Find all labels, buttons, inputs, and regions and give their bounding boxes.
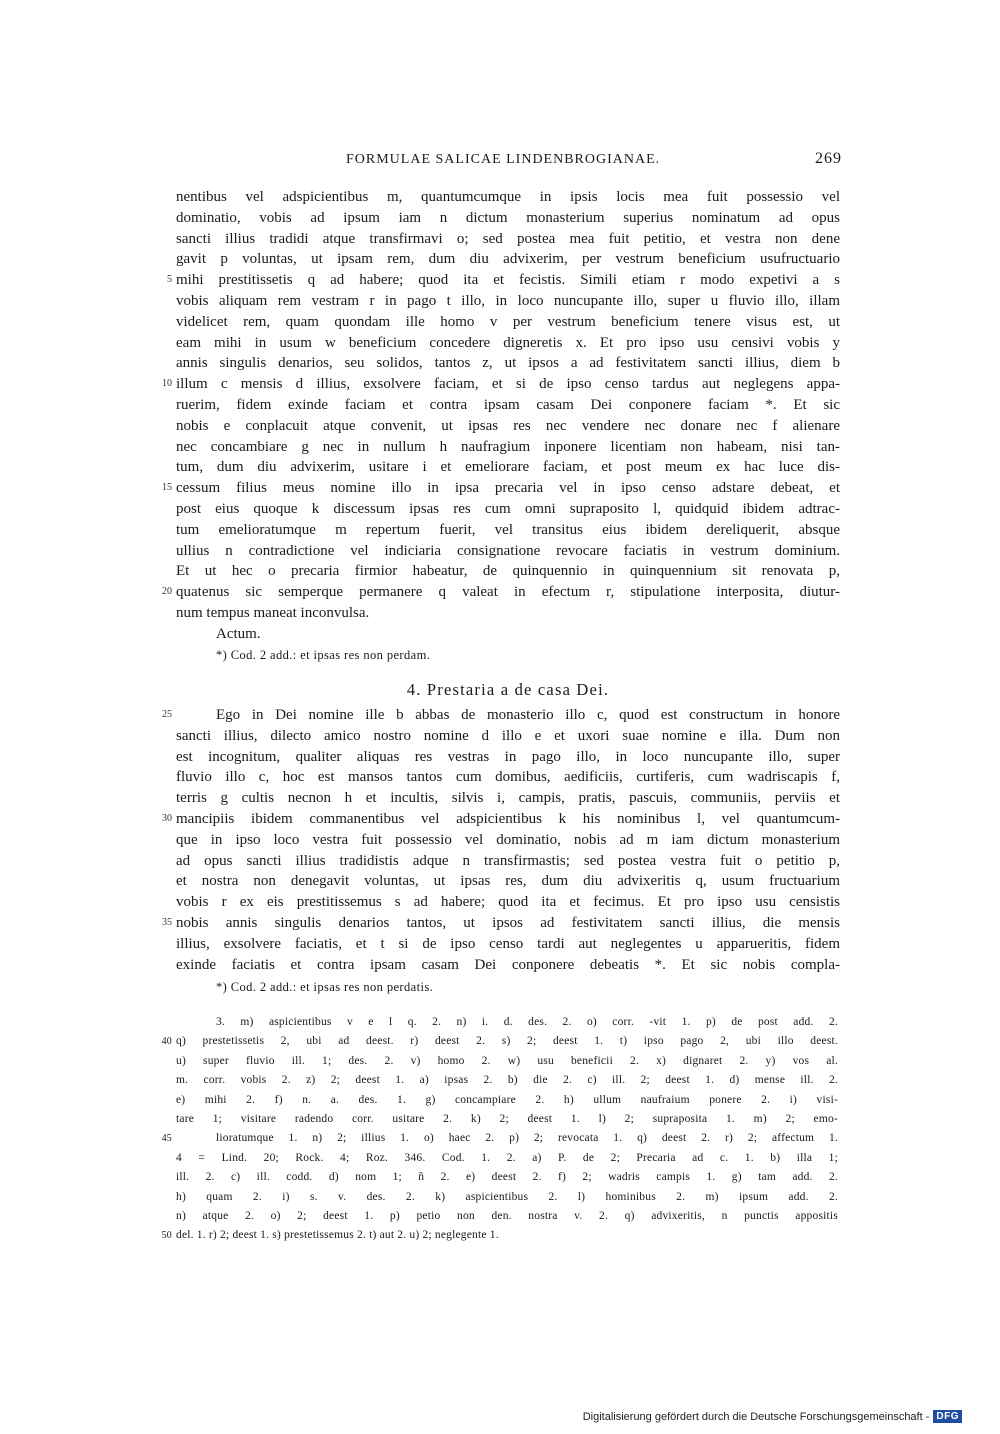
running-header (176, 150, 842, 174)
text-line (176, 871, 840, 892)
apparatus-line (176, 1091, 838, 1110)
line-number: 5 (167, 274, 172, 286)
text-line (167, 270, 840, 291)
line-text: tare 1; visitare radendo corr. usitare 2. k) 2; deest 1. l) 2; supraposita 1. m) 2; emo- (176, 1112, 838, 1125)
text-line (176, 520, 840, 541)
line-text: n) atque 2. o) 2; deest 1. p) petio non den. nostra v. 2. q) advixeritis, n punctis appositis (176, 1209, 838, 1222)
text-line (176, 187, 840, 208)
line-text: est incognitum, qualiter aliquas res vestras in pago illo, in loco nuncupante illo, super (176, 748, 840, 765)
line-text: mancipiis ibidem commanentibus vel adspicientibus k his nominibus l, vel quantumcum- (176, 810, 840, 827)
text-line (176, 624, 840, 645)
apparatus-line (161, 1129, 838, 1148)
text-line (162, 478, 840, 499)
apparatus-line (176, 1052, 838, 1071)
line-text: nobis annis singulis denarios tantos, ut ipsos ad festivitatem sancti illius, die mensis (176, 914, 840, 931)
text-line (176, 955, 840, 976)
line-number: 15 (162, 482, 172, 494)
text-line (176, 851, 840, 872)
line-text: ullius n contradictione vel indiciaria consignatione revocare faciatis in vestrum dominium. (176, 542, 840, 559)
line-text: del. 1. r) 2; deest 1. s) prestetissemus 2. t) aut 2. u) 2; neglegente 1. (176, 1229, 499, 1242)
text-line (176, 437, 840, 458)
line-text: annis singulis denarios, seu solidos, tantos z, ut ipsos a ad festivitatem sancti illius, diem b (176, 355, 840, 372)
line-text: lioratumque 1. n) 2; illius 1. o) haec 2. p) 2; revocata 1. q) deest 2. r) 2; affectum 1. (216, 1132, 838, 1145)
line-text: exinde faciatis et contra ipsam casam Dei conponere debeatis *. Et sic nobis compla- (176, 956, 840, 973)
line-text: q) prestetissetis 2, ubi ad deest. r) deest 2. s) 2; deest 1. t) ipso pago 2, ubi illo deest. (176, 1035, 838, 1048)
line-text: ruerim, fidem exinde faciam et contra ipsam casam Dei conponere faciam *. Et sic (176, 396, 840, 413)
apparatus-line (176, 1168, 838, 1187)
line-text: videlicet rem, quam quondam ille homo v per vestrum beneficium tenere visus est, ut (176, 313, 840, 330)
apparatus-line (176, 1013, 838, 1032)
line-text: eam mihi in usum w beneficium concedere digneretis x. Et pro ipso usu censivi vobis y (176, 334, 840, 351)
line-number: 30 (162, 812, 172, 824)
apparatus-line (176, 1207, 838, 1226)
line-text: que in ipso loco vestra fuit possessio vel dominatio, nobis ad m iam dictum monasterium (176, 831, 840, 848)
text-line (176, 934, 840, 955)
line-text: nentibus vel adspicientibus m, quantumcumque in ipsis locis mea fuit possessio vel (176, 189, 840, 205)
apparatus-line (176, 1149, 838, 1168)
text-line (176, 892, 840, 913)
dfg-logo: DFG (933, 1410, 962, 1423)
line-text: vobis aliquam rem vestram r in pago t illo, in loco nuncupante illo, super u fluvio illo, illam (176, 292, 840, 309)
text-line (162, 374, 840, 395)
apparatus-line (161, 1032, 838, 1051)
critical-apparatus (161, 1013, 838, 1246)
digitization-credit (583, 1410, 962, 1423)
text-line (162, 705, 840, 726)
line-text: sancti illius tradidi atque transfirmavi o; sed postea mea fuit petitio, et vestra non dene (176, 230, 840, 247)
line-text: fluvio illo c, hoc est mansos tantos cum domibus, aedificiis, curtiferis, cum wadriscapis f, (176, 769, 840, 786)
line-number: 20 (162, 586, 172, 598)
line-text: tum, dum diu advixerim, usitare i et emeliorare faciam, et post meum ex hac luce dis- (176, 459, 840, 476)
text-line (176, 291, 840, 312)
line-text: illum c mensis d illius, exsolvere faciam, et si de ipso censo tardus aut neglegens appa- (176, 376, 840, 393)
line-text: vobis r ex eis prestitissemus s ad habere; quod ita et fecimus. Et pro ipso usu censistis (176, 894, 840, 911)
text-line (176, 788, 840, 809)
apparatus-line (161, 1226, 838, 1245)
line-text: Et ut hec o precaria firmior habeatur, de quinquennio in quinquennium sit renovata p, (176, 563, 840, 580)
line-number: 40 (161, 1036, 172, 1048)
text-line (176, 499, 840, 520)
text-line (176, 312, 840, 333)
text-line (176, 561, 840, 582)
line-number: 50 (161, 1230, 172, 1242)
line-text: sancti illius, dilecto amico nostro nomine d illo e et uxori suae nomine e illa. Dum non (176, 727, 840, 744)
line-text: num tempus maneat inconvulsa. (176, 604, 370, 621)
text-line (176, 726, 840, 747)
line-number: 45 (161, 1133, 172, 1145)
line-text: ad opus sancti illius tradidistis adque n transfirmastis; sed postea vestra fuit o petitio p, (176, 852, 840, 869)
text-line (176, 747, 840, 768)
line-text: e) mihi 2. f) n. a. des. 1. g) concampiare 2. h) ullum naufraium ponere 2. i) visi- (176, 1093, 838, 1106)
line-text: et nostra non denegavit voluntas, ut ipsas res, dum diu advixeritis q, usum fructuarium (176, 873, 840, 890)
credit-text: Digitalisierung gefördert durch die Deutsche Forschungsgemeinschaft - (582, 1410, 930, 1423)
line-text: quatenus sic semperque permanere q valeat in efectum r, stipulatione interposita, diutur- (176, 584, 840, 601)
text-line (176, 830, 840, 851)
line-number: 10 (162, 378, 172, 390)
line-text: terris g cultis necnon h et incultis, silvis i, campis, pratis, pascuis, communiis, perviis et (176, 790, 840, 807)
line-text: nobis e conplacuit atque convenit, ut ipsas res nec vendere nec donare nec f alienare (176, 417, 840, 434)
line-text: h) quam 2. i) s. v. des. 2. k) aspicientibus 2. l) hominibus 2. m) ipsum add. 2. (176, 1190, 838, 1203)
text-line (176, 603, 840, 624)
apparatus-line (176, 1110, 838, 1129)
apparatus-line (176, 1188, 838, 1207)
text-line (176, 353, 840, 374)
header-title: FORMULAE SALICAE LINDENBROGIANAE. (346, 152, 661, 167)
line-text: illius, exsolvere faciatis, et t si de ipso censo tardi aut neglegentes u apparueritis, fidem (176, 935, 840, 952)
text-line (176, 457, 840, 478)
text-line (176, 767, 840, 788)
text-line (176, 541, 840, 562)
line-text: mihi prestitissetis q ad habere; quod ita et fecistis. Simili etiam r modo expetivi a s (176, 272, 840, 289)
line-number: 25 (162, 709, 172, 720)
page-number: 269 (815, 150, 842, 167)
section-title: 4. Prestaria a de casa Dei. (406, 680, 610, 699)
text-line (176, 333, 840, 354)
line-text: Actum. (216, 625, 261, 642)
line-text: dominatio, vobis ad ipsum iam n dictum monasterium superius nominatum ad opus (176, 209, 840, 226)
apparatus-line (176, 1071, 838, 1090)
text-line (162, 913, 840, 934)
text-line (162, 582, 840, 603)
line-text: u) super fluvio ill. 1; des. 2. v) homo 2. w) usu beneficii 2. x) dignaret 2. y) vos al. (176, 1054, 838, 1067)
body-text-formula-3 (162, 187, 840, 645)
line-text: nec concambiare g nec in nullum h naufragium inponere licentiam non habeam, nisi tan- (176, 438, 840, 455)
line-text: tum emelioratumque m repertum fuerit, vel transitus eius ibidem dereliquerit, absque (176, 521, 840, 538)
footnote-2: *) Cod. 2 add.: et ipsas res non perdatis. (216, 980, 434, 994)
line-text: gavit p voluntas, ut ipsam rem, dum diu advixerim, per vestrum beneficium usufructuario (176, 251, 840, 268)
line-number: 35 (162, 916, 172, 928)
body-text-formula-4 (162, 705, 840, 975)
footnote-1: *) Cod. 2 add.: et ipsas res non perdam. (216, 648, 431, 662)
line-text: cessum filius meus nomine illo in ipsa precaria vel in ipso censo adstare debeat, et (176, 480, 840, 497)
text-line (176, 249, 840, 270)
line-text: m. corr. vobis 2. z) 2; deest 1. a) ipsas 2. b) die 2. c) ill. 2; deest 1. d) mense ill. 2. (176, 1074, 838, 1087)
text-line (162, 809, 840, 830)
text-line (176, 208, 840, 229)
line-text: Ego in Dei nomine ille b abbas de monasterio illo c, quod est constructum in honore (216, 707, 840, 723)
text-line (176, 229, 840, 250)
text-line (176, 416, 840, 437)
line-text: ill. 2. c) ill. codd. d) nom 1; ñ 2. e) deest 2. f) 2; wadris campis 1. g) tam add. 2. (176, 1171, 838, 1184)
line-text: 4 = Lind. 20; Rock. 4; Roz. 346. Cod. 1. 2. a) P. de 2; Precaria ad c. 1. b) illa 1; (176, 1151, 838, 1164)
text-line (176, 395, 840, 416)
line-text: post eius quoque k discessum ipsas res cum omni supraposito l, quidquid ibidem adtrac- (176, 500, 840, 517)
line-text: 3. m) aspicientibus v e l q. 2. n) i. d. des. 2. o) corr. -vit 1. p) de post add. 2. (216, 1016, 838, 1028)
